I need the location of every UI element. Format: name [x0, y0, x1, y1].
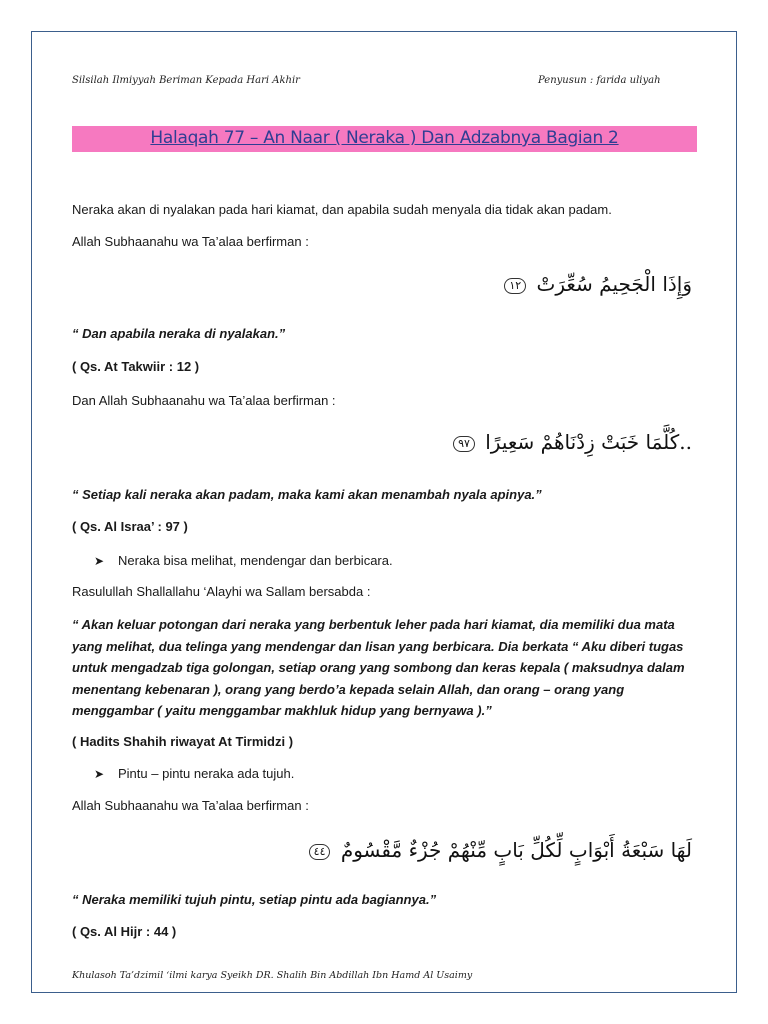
paragraph-intro: Neraka akan di nyalakan pada hari kiamat, dan apabila sudah menyala dia tidak akan padam.	[72, 202, 612, 217]
paragraph-firman-2: Dan Allah Subhaanahu wa Ta’alaa berfirman :	[72, 393, 336, 408]
bullet-item-2	[94, 764, 294, 784]
paragraph-firman-3: Allah Subhaanahu wa Ta’alaa berfirman :	[72, 798, 309, 813]
bullet-text-1: Neraka bisa melihat, mendengar dan berbicara.	[118, 553, 393, 568]
footer-source: Khulasoh Ta’dzimil ‘ilmi karya Syeikh DR. Shalih Bin Abdillah Ibn Hamd Al Usaimy	[72, 970, 473, 981]
arabic-text-1: وَإِذَا الْجَحِيمُ سُعِّرَتْ	[536, 272, 692, 296]
arrow-bullet-icon: ➤	[94, 767, 105, 781]
reference-2: ( Qs. Al Israa’ : 97 )	[72, 519, 188, 534]
ayah-number-3: ٤٤	[309, 844, 331, 860]
reference-4: ( Qs. Al Hijr : 44 )	[72, 924, 177, 939]
arabic-verse-1	[504, 272, 692, 296]
ayah-number-2: ٩٧	[453, 436, 475, 452]
translation-quote-1: “ Dan apabila neraka di nyalakan.”	[72, 326, 286, 341]
arabic-text-3: لَهَا سَبْعَةُ أَبْوَابٍ لِّكُلِّ بَابٍ مِّنْهُمْ جُزْءٌ مَّقْسُومٌ	[340, 838, 692, 862]
bullet-item-1	[94, 551, 393, 571]
header-series-title: Silsilah Ilmiyyah Beriman Kepada Hari Akhir	[72, 75, 300, 86]
arabic-verse-3	[309, 838, 692, 862]
ayah-number-1: ١٢	[504, 278, 526, 294]
bullet-text-2: Pintu – pintu neraka ada tujuh.	[118, 766, 295, 781]
arabic-text-2: ..كُلَّمَا خَبَتْ زِدْنَاهُمْ سَعِيرًا	[485, 430, 692, 454]
reference-3: ( Hadits Shahih riwayat At Tirmidzi )	[72, 734, 294, 749]
paragraph-sabda: Rasulullah Shallallahu ‘Alayhi wa Sallam bersabda :	[72, 584, 371, 599]
arrow-bullet-icon: ➤	[94, 554, 105, 568]
translation-quote-2: “ Setiap kali neraka akan padam, maka kami akan menambah nyala apinya.”	[72, 487, 542, 502]
translation-quote-3: “ Neraka memiliki tujuh pintu, setiap pintu ada bagiannya.”	[72, 892, 437, 907]
page-title: Halaqah 77 – An Naar ( Neraka ) Dan Adzabnya Bagian 2	[150, 128, 619, 148]
arabic-verse-2	[453, 430, 692, 454]
paragraph-firman-1: Allah Subhaanahu wa Ta’alaa berfirman :	[72, 234, 309, 249]
hadith-quote: “ Akan keluar potongan dari neraka yang berbentuk leher pada hari kiamat, dia memiliki dua mata yang melihat, dua telinga yang mendengar dan lisan yang berbicara. Dia berkata “ Aku diberi tugas untuk mengadzab tiga golongan, setiap orang yang sombong dan keras kepala ( maksudnya dalam menentang kebenaran ), orang yang berdo’a kepada selain Allah, dan orang – orang yang menggambar ( yaitu menggambar makhluk hidup yang bernyawa ).”	[72, 617, 685, 718]
title-banner	[72, 126, 697, 152]
header-author: Penyusun : farida uliyah	[538, 75, 661, 86]
reference-1: ( Qs. At Takwiir : 12 )	[72, 359, 200, 374]
